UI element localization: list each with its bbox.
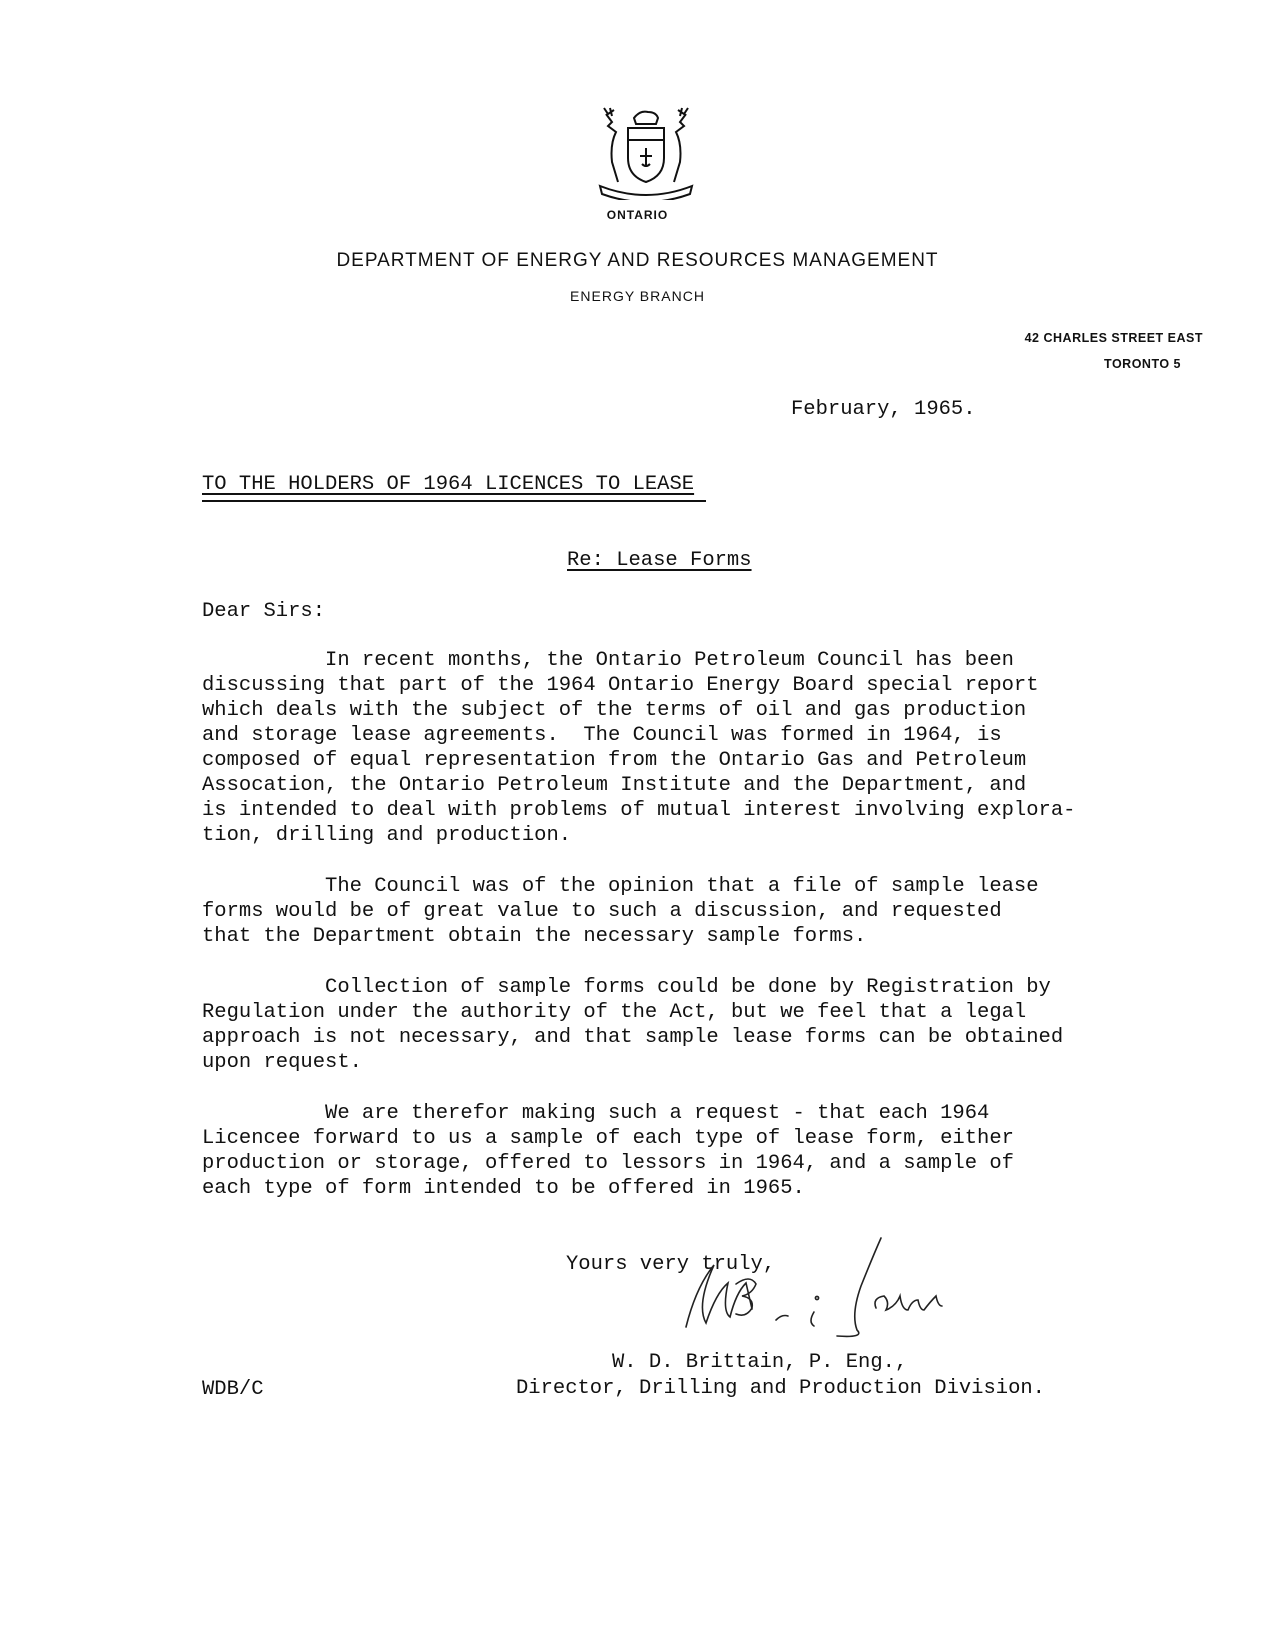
body-paragraph: Collection of sample forms could be done by Registration by Regulation under the authority of the Act, but we feel that a legal approach is not necessary, and that sample lease forms can be obtained upon request. bbox=[202, 976, 1064, 1074]
subject-line: Re: Lease Forms bbox=[567, 549, 752, 572]
address-street: 42 CHARLES STREET EAST bbox=[1024, 331, 1203, 345]
signer-title: Director, Drilling and Production Division. bbox=[516, 1377, 1045, 1400]
body-paragraph: We are therefor making such a request - that each 1964 Licencee forward to us a sample of each type of lease form, either production or storage, offered to lessors in 1964, and a sample of each type of form intended to be offered in 1965. bbox=[202, 1102, 1014, 1200]
reference-initials: WDB/C bbox=[202, 1378, 264, 1401]
body-paragraph: In recent months, the Ontario Petroleum Council has been discussing that part of the 1964 Ontario Energy Board special report which deals with the subject of the terms of oil and gas production and storage lease agreements. The Council was formed in 1964, is composed of equal representation from the Ontario Gas and Petroleum Assocation, the Ontario Petroleum Institute and the Department, and is intended to deal with problems of mutual interest involving explora- tion, drilling and production. bbox=[202, 649, 1076, 847]
salutation: Dear Sirs: bbox=[202, 600, 326, 623]
closing: Yours very truly, bbox=[566, 1253, 776, 1276]
letter-date: February, 1965. bbox=[791, 398, 976, 421]
signer-name: W. D. Brittain, P. Eng., bbox=[612, 1351, 908, 1374]
province-name: ONTARIO bbox=[606, 208, 669, 222]
addressee-line: TO THE HOLDERS OF 1964 LICENCES TO LEASE bbox=[202, 473, 695, 496]
department-name: DEPARTMENT OF ENERGY AND RESOURCES MANAGEMENT bbox=[336, 250, 939, 271]
addressee-underline-rule bbox=[202, 500, 706, 502]
coat-of-arms-icon bbox=[596, 104, 696, 200]
body-paragraph: The Council was of the opinion that a file of sample lease forms would be of great value to such a discussion, and requested that the Department obtain the necessary sample forms. bbox=[202, 875, 1039, 948]
address-city: TORONTO 5 bbox=[1104, 357, 1181, 371]
handwritten-signature bbox=[676, 1232, 996, 1342]
branch-name: ENERGY BRANCH bbox=[570, 288, 705, 304]
